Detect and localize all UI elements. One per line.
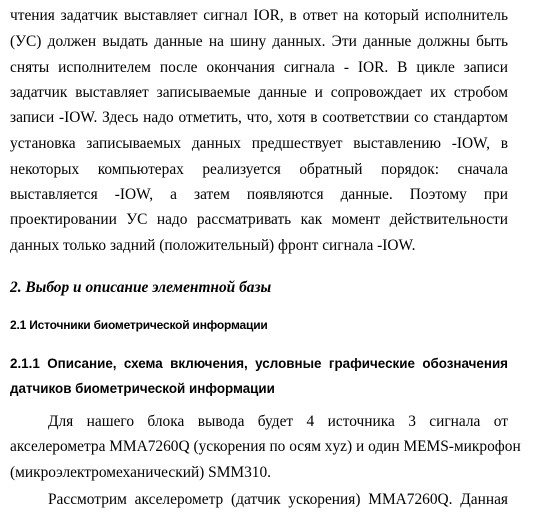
paragraph-line: проектировании УС надо рассматривать как момент действительности: [10, 211, 508, 228]
paragraph-line: (микроэлектромеханический) SMM310.: [10, 464, 272, 481]
subsubsection-heading: датчиков биометрической информации: [10, 381, 275, 396]
subsubsection-heading: 2.1.1 Описание, схема включения, условные графические обозначения: [10, 356, 508, 371]
paragraph-line: акселерометра MMA7260Q (ускорения по осям xyz) и один MEMS-микрофон: [10, 438, 521, 455]
paragraph-line: чтения задатчик выставляет сигнал IOR, в ответ на который исполнитель: [10, 7, 508, 24]
paragraph-line: записи -IOW. Здесь надо отметить, что, хотя в соответствии со стандартом: [10, 109, 508, 126]
paragraph-line: сняты исполнителем после окончания сигнала - IOR. В цикле записи: [10, 59, 508, 76]
paragraph-line: Для нашего блока вывода будет 4 источника 3 сигнала от: [48, 413, 508, 430]
subsection-heading: 2.1 Источники биометрической информации: [10, 318, 268, 332]
paragraph-line: задатчик выставляет записываемые данные и сопровождает их стробом: [10, 84, 508, 101]
section-heading: 2. Выбор и описание элементной базы: [10, 279, 272, 296]
paragraph-line: установка записываемых данных предшествует выставлению -IOW, в: [10, 135, 508, 152]
paragraph-line: данных только задний (положительный) фронт сигнала -IOW.: [10, 237, 416, 254]
paragraph-line: Рассмотрим акселерометр (датчик ускорения) MMA7260Q. Данная: [48, 491, 508, 508]
paragraph-line: (УС) должен выдать данные на шину данных. Эти данные должны быть: [10, 33, 508, 50]
paragraph-line: выставляется -IOW, а затем появляются данные. Поэтому при: [10, 186, 508, 203]
paragraph-line: некоторых компьютерах реализуется обратный порядок: сначала: [10, 161, 508, 178]
